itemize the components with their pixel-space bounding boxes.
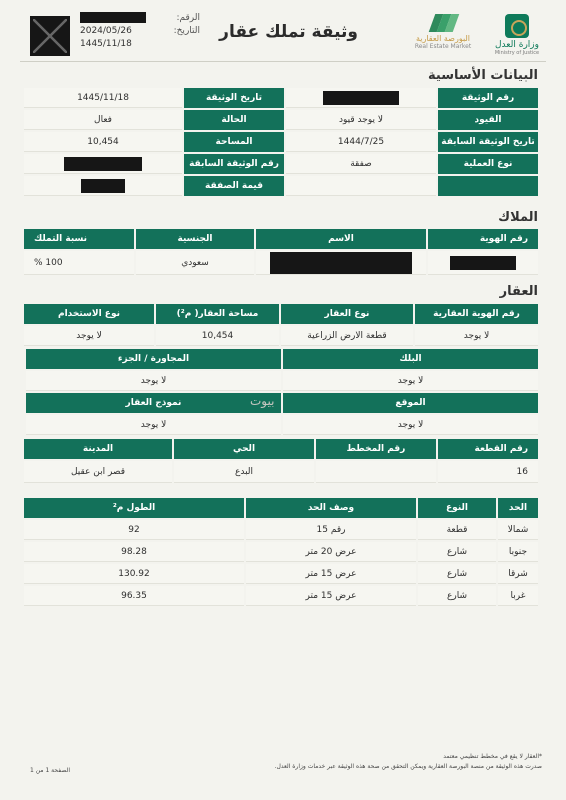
property-city: قصر ابن عقيل xyxy=(24,461,172,483)
boundary-length: 98.28 xyxy=(24,542,244,562)
table-row xyxy=(24,461,538,483)
boundary-header-desc: وصف الحد xyxy=(246,498,416,518)
market-name-en: Real Estate Market xyxy=(414,43,472,50)
property-header-neighbor: المجاورة / الجزء xyxy=(26,349,281,369)
basic-value-2 xyxy=(24,176,182,196)
market-name: البورصة العقارية xyxy=(415,34,471,43)
boundary-desc: عرض 20 متر xyxy=(246,542,416,562)
redacted-value xyxy=(81,179,125,193)
basic-value-1: صفقة xyxy=(286,154,436,174)
basic-value-2 xyxy=(24,154,182,174)
date-label: التاريخ: xyxy=(173,26,200,36)
property-usage: لا يوجد xyxy=(24,326,154,346)
number-label: الرقم: xyxy=(176,13,200,23)
table-row xyxy=(24,326,538,346)
ministry-name-en: Ministry of Justice xyxy=(494,50,540,56)
property-header-type: نوع العقار xyxy=(281,304,413,324)
owner-id-cell xyxy=(428,251,538,275)
basic-value-1 xyxy=(286,176,436,196)
owner-share: 100 % xyxy=(24,251,134,275)
document-title: وثيقة تملك عقار xyxy=(219,22,358,42)
boundaries-table xyxy=(22,496,540,608)
qr-code-redacted xyxy=(30,16,70,56)
property-model: لا يوجد xyxy=(26,415,281,435)
boundary-type: قطعة xyxy=(418,520,496,540)
table-row xyxy=(24,586,538,606)
property-id: لا يوجد xyxy=(415,326,538,346)
property-header-city: المدينة xyxy=(24,439,172,459)
watermark: بيوت xyxy=(250,394,275,408)
boundary-side: غربا xyxy=(498,586,538,606)
section-title-owners: الملاك xyxy=(498,210,538,225)
property-area: 10,454 xyxy=(156,326,279,346)
property-header-usage: نوع الاستخدام xyxy=(24,304,154,324)
boundary-desc: عرض 15 متر xyxy=(246,586,416,606)
boundary-side: شمالا xyxy=(498,520,538,540)
date-hijri: 1445/11/18 xyxy=(80,39,132,49)
boundary-type: شارع xyxy=(418,542,496,562)
property-neighbor: لا يوجد xyxy=(26,371,281,391)
owners-header-share: نسبة التملك xyxy=(24,229,134,249)
boundary-type: شارع xyxy=(418,564,496,584)
owners-header-name: الاسم xyxy=(256,229,426,249)
basic-value-2: 1445/11/18 xyxy=(24,88,182,108)
basic-value-1: لا يوجد قيود xyxy=(286,110,436,130)
table-row xyxy=(26,415,538,435)
property-header-plot: رقم القطعة xyxy=(438,439,538,459)
table-row xyxy=(24,110,538,130)
boundary-length: 130.92 xyxy=(24,564,244,584)
table-row xyxy=(24,176,538,196)
basic-label-2: رقم الوثيقة السابقة xyxy=(184,154,284,174)
property-header-district: الحي xyxy=(174,439,314,459)
basic-data-table xyxy=(22,86,540,198)
basic-label-1: القيود xyxy=(438,110,538,130)
basic-label-1: تاريخ الوثيقة السابقة xyxy=(438,132,538,152)
table-row xyxy=(24,251,538,275)
document-header xyxy=(10,8,556,60)
owner-nationality: سعودي xyxy=(136,251,254,275)
market-logo-icon xyxy=(430,14,456,34)
property-plan xyxy=(316,461,436,483)
redacted-owner-name xyxy=(270,252,412,274)
redacted-number xyxy=(80,12,146,23)
boundary-header-length: الطول م² xyxy=(24,498,244,518)
property-table-main xyxy=(22,302,540,348)
basic-value-1 xyxy=(286,88,436,108)
boundary-side: جنوبا xyxy=(498,542,538,562)
basic-label-1: نوع العملية xyxy=(438,154,538,174)
owners-table xyxy=(22,227,540,277)
ministry-name: وزارة العدل xyxy=(495,40,539,50)
basic-value-2: 10,454 xyxy=(24,132,182,152)
basic-label-2: تاريخ الوثيقة xyxy=(184,88,284,108)
boundary-header-side: الحد xyxy=(498,498,538,518)
table-row xyxy=(24,132,538,152)
table-row xyxy=(24,88,538,108)
date-gregorian: 2024/05/26 xyxy=(80,26,132,36)
property-header-block: البلك xyxy=(283,349,538,369)
property-header-model: نموذج العقار xyxy=(26,393,281,413)
owner-name-cell xyxy=(256,251,426,275)
property-type: قطعة الارض الزراعية xyxy=(281,326,413,346)
ministry-logo xyxy=(486,14,548,56)
section-title-basic: البيانات الأساسية xyxy=(428,68,538,83)
basic-label-1 xyxy=(438,176,538,196)
boundary-length: 96.35 xyxy=(24,586,244,606)
boundary-header-type: النوع xyxy=(418,498,496,518)
owners-header-id: رقم الهوية xyxy=(428,229,538,249)
basic-value-1: 1444/7/25 xyxy=(286,132,436,152)
table-row xyxy=(24,542,538,562)
boundary-desc: رقم 15 xyxy=(246,520,416,540)
boundary-type: شارع xyxy=(418,586,496,606)
basic-label-2: الحالة xyxy=(184,110,284,130)
section-title-property: العقار xyxy=(499,284,538,299)
page-number: الصفحة 1 من 1 xyxy=(30,767,70,774)
owners-header-nationality: الجنسية xyxy=(136,229,254,249)
document-meta xyxy=(80,12,200,51)
redacted-value xyxy=(64,157,142,171)
real-estate-market-logo xyxy=(408,14,478,52)
header-divider xyxy=(20,61,546,62)
property-district: البدع xyxy=(174,461,314,483)
table-row xyxy=(24,520,538,540)
property-table-plot xyxy=(22,437,540,485)
table-row xyxy=(24,564,538,584)
property-plot: 16 xyxy=(438,461,538,483)
property-header-plan: رقم المخطط xyxy=(316,439,436,459)
basic-label-2: المساحة xyxy=(184,132,284,152)
redacted-owner-id xyxy=(450,256,516,270)
property-block: لا يوجد xyxy=(283,371,538,391)
footer-note: *العقار لا يقع في مخطط تنظيمي معتمد xyxy=(443,753,542,760)
table-row xyxy=(26,371,538,391)
redacted-value xyxy=(323,91,399,105)
property-header-location: الموقع xyxy=(283,393,538,413)
ministry-seal-icon xyxy=(505,14,529,38)
boundary-desc: عرض 15 متر xyxy=(246,564,416,584)
basic-label-2: قيمة الصفقة xyxy=(184,176,284,196)
property-table-block xyxy=(24,347,540,437)
footer-verification: صدرت هذه الوثيقة من منصة البورصة العقارية ويمكن التحقق من صحة هذه الوثيقة عبر خدمات وزارة العدل. xyxy=(274,763,542,770)
boundary-length: 92 xyxy=(24,520,244,540)
property-header-id: رقم الهوية العقارية xyxy=(415,304,538,324)
property-header-area: مساحة العقار( م²) xyxy=(156,304,279,324)
basic-label-1: رقم الوثيقة xyxy=(438,88,538,108)
property-location: لا يوجد xyxy=(283,415,538,435)
table-row xyxy=(24,154,538,174)
basic-value-2: فعال xyxy=(24,110,182,130)
boundary-side: شرقا xyxy=(498,564,538,584)
